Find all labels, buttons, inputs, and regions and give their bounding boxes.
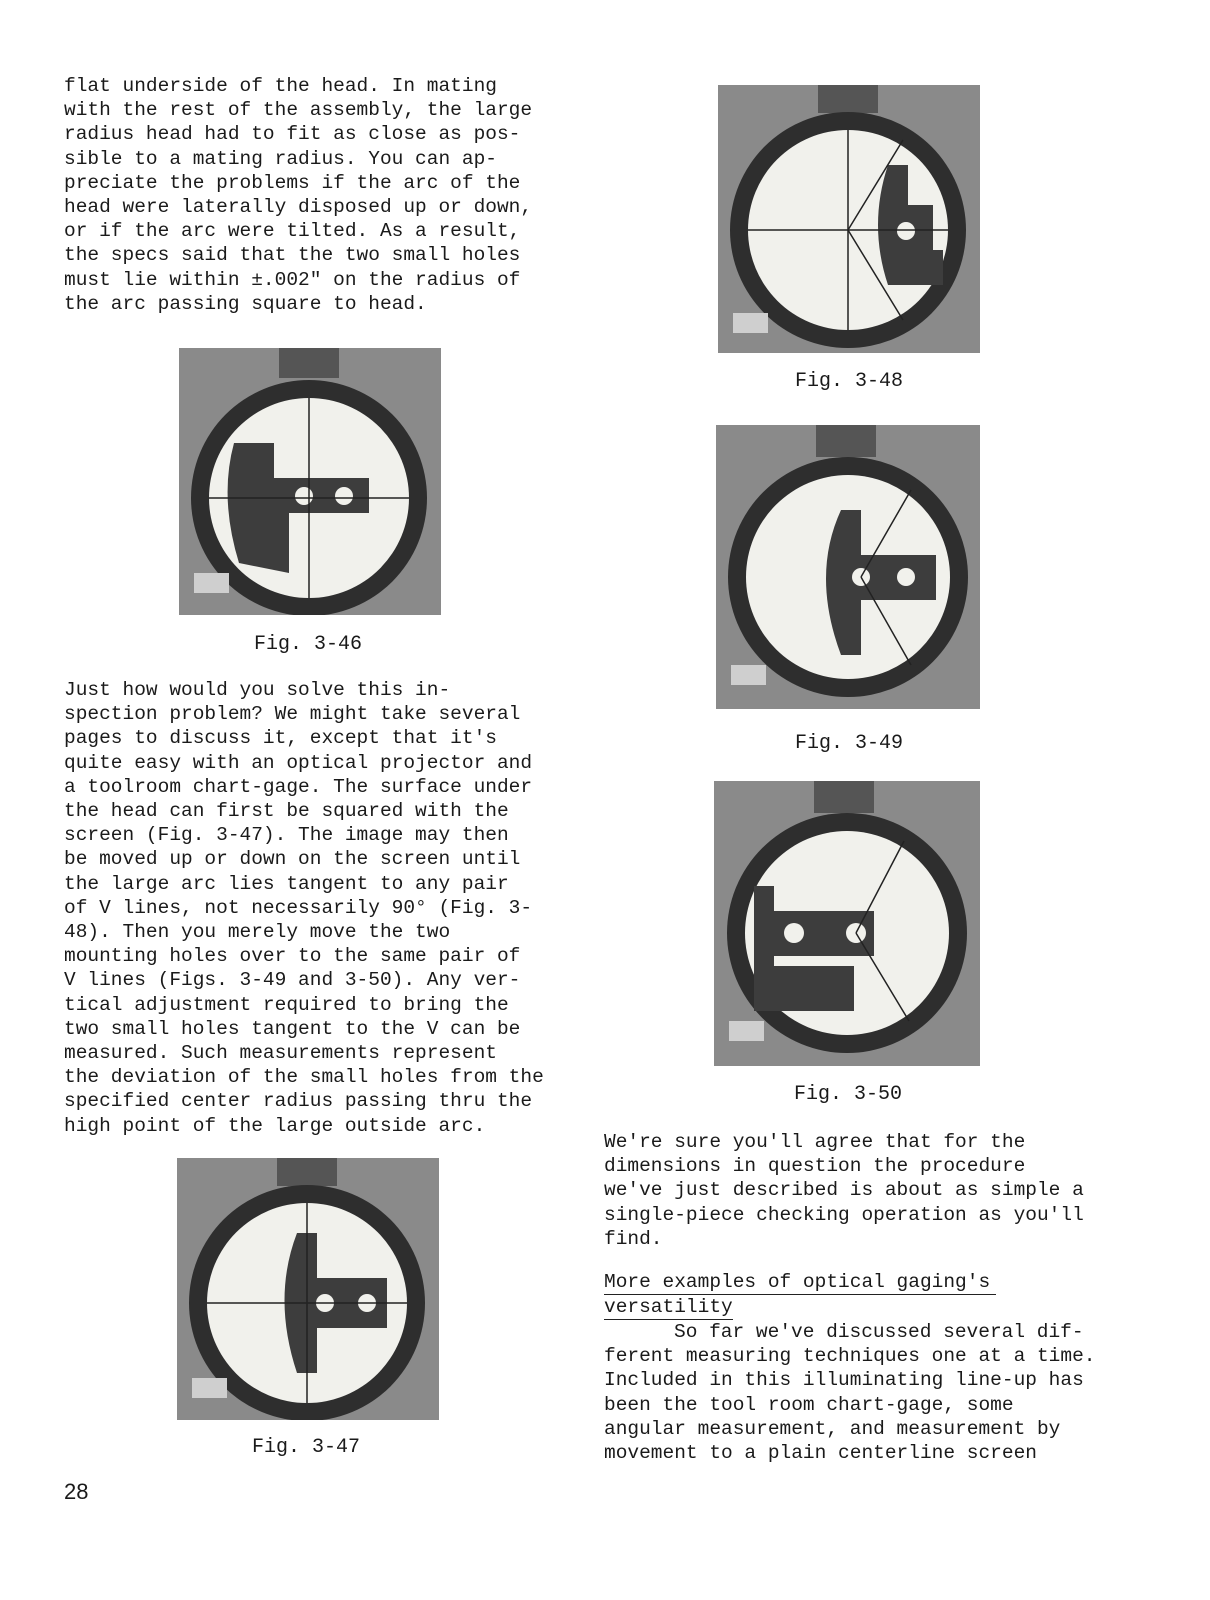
left-column [64, 74, 564, 316]
right-column-lower [604, 1320, 1104, 1465]
figure-3-49-image [716, 425, 980, 709]
figure-3-49-caption: Fig. 3-49 [795, 732, 904, 755]
projector-screen-image [179, 348, 441, 615]
figure-3-50 [714, 781, 980, 1106]
figure-3-47-caption: Fig. 3-47 [252, 1436, 361, 1459]
section-heading-line-2: versatility [604, 1295, 733, 1320]
right-column [604, 1130, 1104, 1251]
figure-3-48-image [718, 85, 980, 353]
figure-3-46 [179, 348, 441, 656]
figure-3-49 [716, 425, 980, 755]
left-column-lower [64, 678, 564, 1138]
figure-3-48-caption: Fig. 3-48 [795, 370, 904, 393]
figure-3-50-caption: Fig. 3-50 [794, 1083, 903, 1106]
projector-screen-image [714, 781, 980, 1066]
section-heading-line-1: More examples of optical gaging's [604, 1270, 996, 1295]
figure-3-46-caption: Fig. 3-46 [254, 633, 363, 656]
projector-screen-image [718, 85, 980, 353]
projector-screen-image [177, 1158, 439, 1420]
figure-3-50-image [714, 781, 980, 1066]
figure-3-47 [177, 1158, 439, 1459]
figure-3-47-image [177, 1158, 439, 1420]
figure-3-48 [718, 85, 980, 393]
section-heading [604, 1270, 996, 1320]
page-number: 28 [64, 1479, 89, 1504]
projector-screen-image [716, 425, 980, 709]
paragraph-1: flat underside of the head. In mating with the rest of the assembly, the large radius head had to fit as close as pos- sible to a mating radius. You can ap- preciate the problems if the arc of the head were laterally disposed up or down, or if the arc were tilted. As a result, the specs said that the two small holes must lie within ±.002" on the radius of the arc passing square to head. [64, 75, 533, 315]
figure-3-46-image [179, 348, 441, 615]
paragraph-3: We're sure you'll agree that for the dimensions in question the procedure we've just described is about as simple a single-piece checking operation as you'll find. [604, 1131, 1084, 1250]
paragraph-2: Just how would you solve this in- spection problem? We might take several pages to discuss it, except that it's quite easy with an optical projector and a toolroom chart-gage. The surface under the head can first be squared with the screen (Fig. 3-47). The image may then be moved up or down on the screen until the large arc lies tangent to any pair of V lines, not necessarily 90° (Fig. 3- 48). Then you merely move the two mounting holes over to the same pair of V lines (Figs. 3-49 and 3-50). Any ver- tical adjustment required to bring the two small holes tangent to the V can be measured. Such measurements represent the deviation of the small holes from the specified center radius passing thru the high point of the large outside arc. [64, 679, 544, 1137]
paragraph-4: So far we've discussed several dif- ferent measuring techniques one at a time. Included in this illuminating line-up has been the tool room chart-gage, some angular measurement, and measurement by movement to a plain centerline screen [604, 1321, 1096, 1465]
